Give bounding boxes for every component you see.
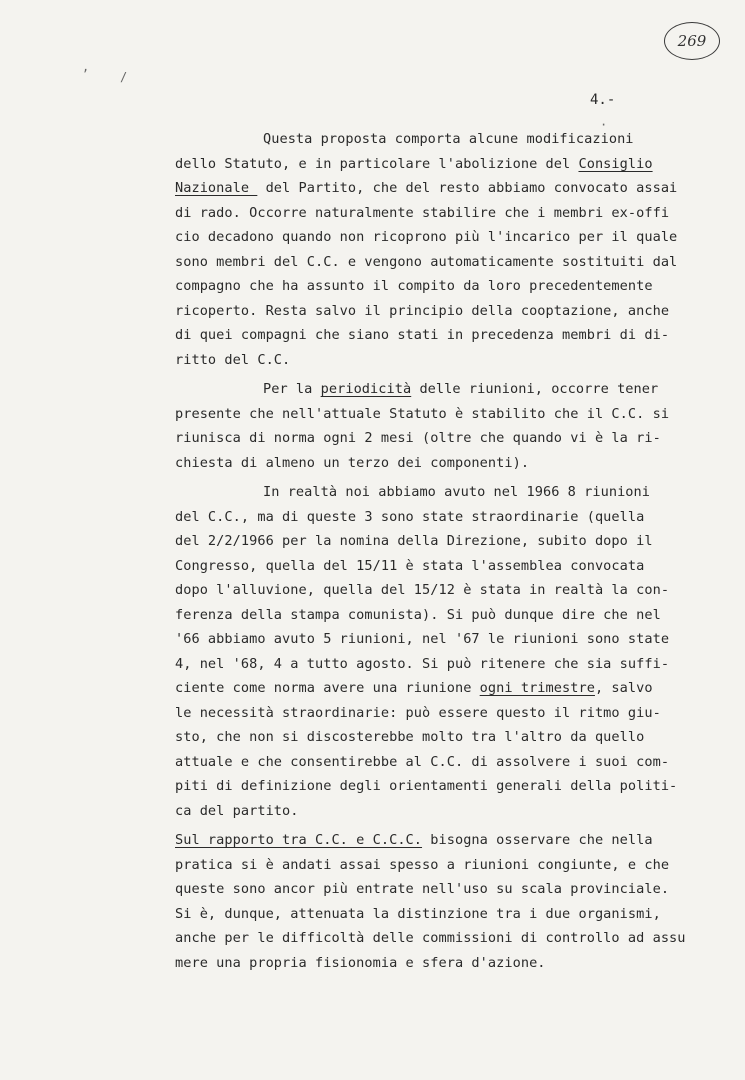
text-line: Si è, dunque, attenuata la distinzione tra i due organismi, [175,905,661,922]
text-line: Nazionale del Partito, che del resto abbiamo convocato assai [175,180,678,196]
text-line: del 2/2/1966 per la nomina della Direzione, subito dopo il [175,533,653,549]
underlined-term: Sul rapporto tra C.C. e C.C.C. [175,832,423,848]
text-line: Sul rapporto tra C.C. e C.C.C. bisogna osservare che nella [175,832,653,848]
text-line: riunisca di norma ogni 2 mesi (oltre che quando vi è la ri- [175,430,661,446]
archive-stamp [664,22,720,60]
body-text [175,127,695,975]
text-line: Congresso, quella del 15/11 è stata l'assemblea convocata [175,557,645,574]
text-line: ciente come norma avere una riunione ogni trimestre, salvo [175,680,653,696]
underlined-term: Consiglio [578,155,653,172]
archive-stamp-number: 269 [677,32,707,50]
text-line: dopo l'alluvione, quella del 15/12 è stata in realtà la con- [175,582,670,598]
text-line: '66 abbiamo avuto 5 riunioni, nel '67 le riunioni sono state [175,631,670,647]
text-line: dello Statuto, e in particolare l'abolizione del Consiglio [175,155,653,172]
text-line: di rado. Occorre naturalmente stabilire che i membri ex-offi [175,204,670,221]
text-line: chiesta di almeno un terzo dei componenti). [175,454,530,471]
text-line: di quei compagni che siano stati in precedenza membri di di- [175,327,670,343]
text-line: pratica si è andati assai spesso a riunioni congiunte, e che [175,856,670,873]
ink-speck: / [120,70,128,84]
text-line: ritto del C.C. [175,351,291,368]
text-line: le necessità straordinarie: può essere questo il ritmo giu- [175,704,661,721]
text-line: ca del partito. [175,802,299,819]
text-line: ferenza della stampa comunista). Si può dunque dire che nel [175,606,661,623]
text-line: piti di definizione degli orientamenti generali della politi- [175,778,678,794]
text-line: sono membri del C.C. e vengono automaticamente sostituiti dal [175,253,678,270]
underlined-term: ogni trimestre [479,680,595,696]
text-line: Questa proposta comporta alcune modificazioni [263,131,634,147]
text-line: Per la periodicità delle riunioni, occorre tener [263,381,659,397]
text-line: sto, che non si discosterebbe molto tra l'altro da quello [175,729,645,745]
underlined-term: Nazionale [175,180,258,196]
text-line: 4, nel '68, 4 a tutto agosto. Si può ritenere che sia suffi- [175,655,670,672]
text-line: mere una propria fisionomia e sfera d'azione. [175,954,546,971]
text-line: cio decadono quando non ricoprono più l'incarico per il quale [175,229,678,245]
text-line: anche per le difficoltà delle commissioni di controllo ad assu [175,930,686,946]
text-line: compagno che ha assunto il compito da loro precedentemente [175,278,653,294]
text-line: presente che nell'attuale Statuto è stabilito che il C.C. si [175,405,670,422]
text-line: ricoperto. Resta salvo il principio della cooptazione, anche [175,302,670,319]
underlined-term: periodicità [320,381,412,397]
ink-speck: , [82,60,90,74]
page-number: 4.- [590,92,616,108]
text-line: In realtà noi abbiamo avuto nel 1966 8 riunioni [263,484,651,500]
text-line: queste sono ancor più entrate nell'uso su scala provinciale. [175,881,670,897]
ink-speck: · [600,118,608,132]
text-line: attuale e che consentirebbe al C.C. di assolvere i suoi com- [175,753,670,770]
text-line: del C.C., ma di queste 3 sono state straordinarie (quella [175,508,645,525]
